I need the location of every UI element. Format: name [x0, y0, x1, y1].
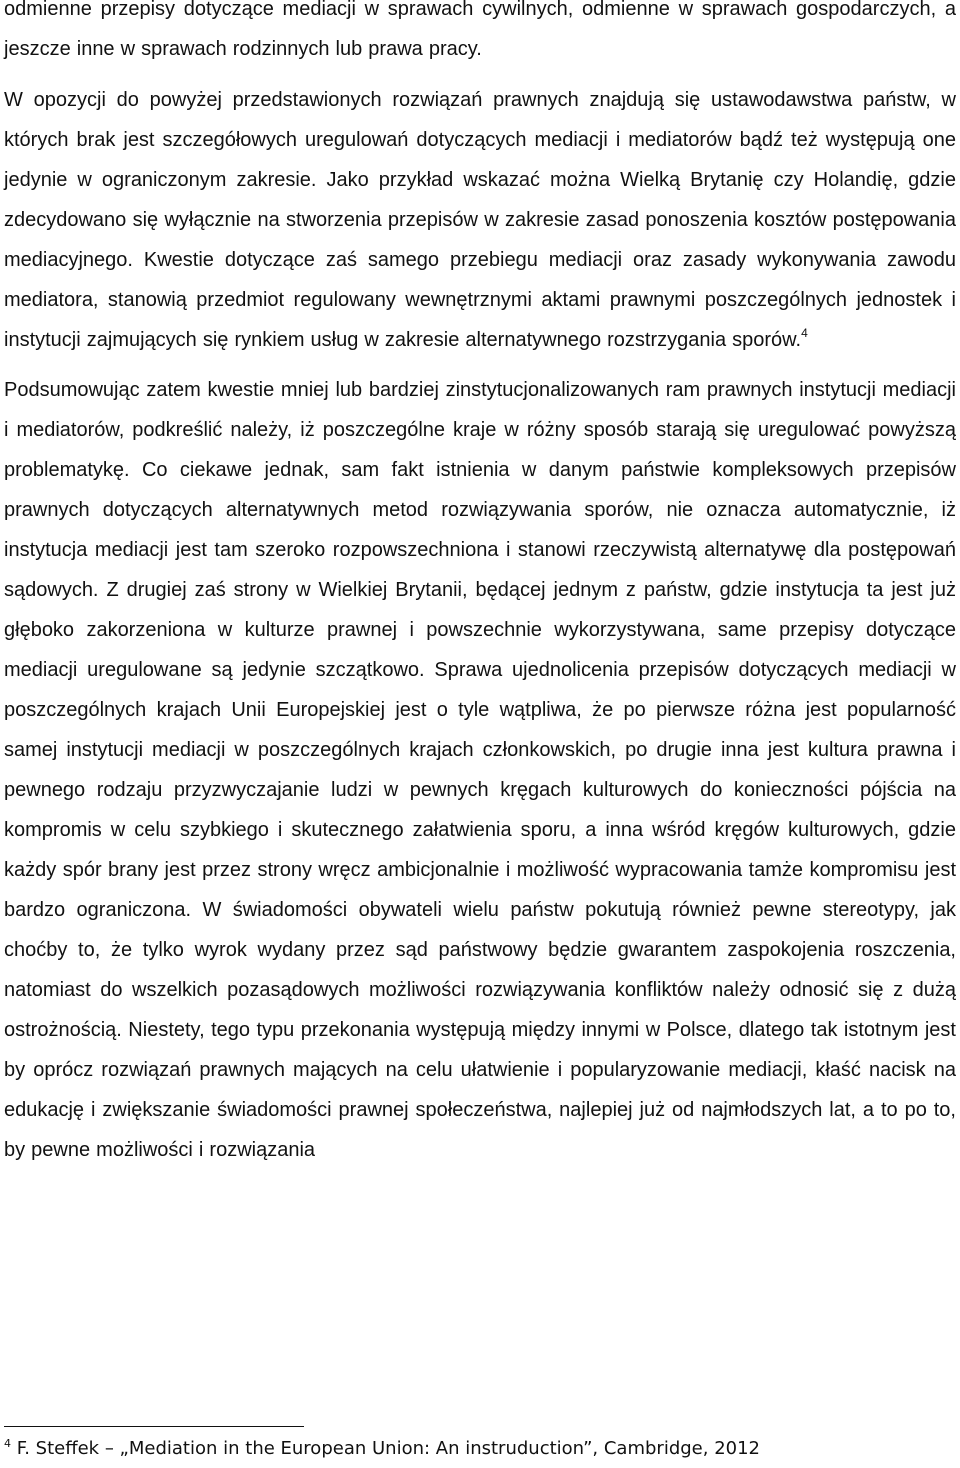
footnote-text: F. Steffek – „Mediation in the European Union: An instruduction”, Cambridge, 2012 — [16, 1438, 760, 1459]
paragraph-opposition-text: W opozycji do powyżej przedstawionych rozwiązań prawnych znajdują się ustawodawstwa państw, w których brak jest szczegółowych uregulowań dotyczących mediacji i mediatorów bądź też występują one jedynie w ograniczonym zakresie. Jako przykład wskazać można Wielką Brytanię czy Holandię, gdzie zdecydowano się wyłącznie na stworzenia przepisów w zakresie zasad ponoszenia kosztów postępowania mediacyjnego. Kwestie dotyczące zaś samego przebiegu mediacji oraz zasady wykonywania zawodu mediatora, stanowią przedmiot regulowany wewnętrznymi aktami prawnymi poszczególnych jednostek i instytucji zajmujących się rynkiem usług w zakresie alternatywnego rozstrzygania sporów. — [4, 89, 956, 351]
footnote — [4, 1437, 760, 1461]
paragraph-summary: Podsumowując zatem kwestie mniej lub bardziej zinstytucjonalizowanych ram prawnych instytucji mediacji i mediatorów, podkreślić należy, iż poszczególne kraje w różny sposób starają się uregulować powyższą problematykę. Co ciekawe jednak, sam fakt istnienia w danym państwie kompleksowych przepisów prawnych dotyczących alternatywnych metod rozwiązywania sporów, nie oznacza automatycznie, iż instytucja mediacji jest tam szeroko rozpowszechniona i stanowi rzeczywistą alternatywę dla postępowań sądowych. Z drugiej zaś strony w Wielkiej Brytanii, będącej jednym z państw, gdzie instytucja ta jest już głęboko zakorzeniona w kulturze prawnej i powszechnie wykorzystywana, same przepisy dotyczące mediacji uregulowane są jedynie szczątkowo. Sprawa ujednolicenia przepisów dotyczących mediacji w poszczególnych krajach Unii Europejskiej jest o tyle wątpliwa, że po pierwsze różna jest popularność samej instytucji mediacji w poszczególnych krajach członkowskich, po drugie inna jest kultura prawna i pewnego rodzaju przyzwyczajanie ludzi w pewnych kręgach kulturowych do konieczności pójścia na kompromis w celu szybkiego i skutecznego załatwienia sporu, a inna wśród kręgów kulturowych, gdzie każdy spór brany jest przez strony wręcz ambicjonalnie i możliwość wypracowania tamże kompromisu jest bardzo ograniczona. W świadomości obywateli wielu państw pokutują również pewne stereotypy, jak choćby to, że tylko wyrok wydany przez sąd państwowy będzie gwarantem zaspokojenia roszczenia, natomiast do wszelkich pozasądowych możliwości rozwiązywania konfliktów należy odnosić się z dużą ostrożnością. Niestety, tego typu przekonania występują między innymi w Polsce, dlatego tak istotnym jest by oprócz rozwiązań prawnych mających na celu ułatwienie i popularyzowanie mediacji, kłaść nacisk na edukację i zwiększanie świadomości prawnej społeczeństwa, najlepiej już od najmłodszych lat, a to po to, by pewne możliwości i rozwiązania — [4, 379, 956, 1161]
footnote-separator — [4, 1426, 304, 1427]
paragraph-opposition — [4, 80, 956, 360]
footnote-number: 4 — [4, 1437, 11, 1450]
document-page — [4, 0, 956, 1170]
footnote-reference: 4 — [801, 326, 808, 340]
paragraph-continuation: odmienne przepisy dotyczące mediacji w sprawach cywilnych, odmienne w sprawach gospodarczych, a jeszcze inne w sprawach rodzinnych lub prawa pracy. — [4, 0, 956, 60]
